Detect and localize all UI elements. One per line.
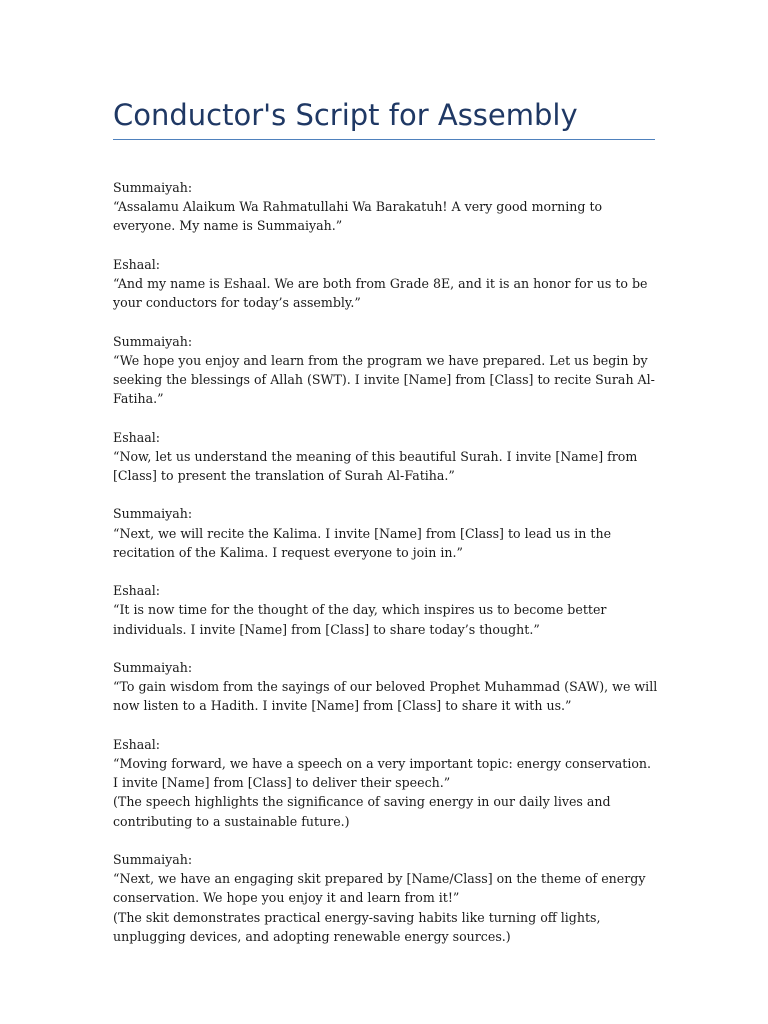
script-entry (113, 504, 658, 562)
script-entry (113, 658, 658, 716)
speaker-line: “Assalamu Alaikum Wa Rahmatullahi Wa Barakatuh! A very good morning to everyone. My name is Summaiyah.” (113, 199, 603, 234)
speaker-line: “To gain wisdom from the sayings of our beloved Prophet Muhammad (SAW), we will now listen to a Hadith. I invite [Name] from [Class] to share it with us.” (113, 679, 658, 714)
speaker-line: “We hope you enjoy and learn from the program we have prepared. Let us begin by seeking the blessings of Allah (SWT). I invite [Name] from [Class] to recite Surah Al-Fatiha.” (113, 352, 655, 407)
stage-note: (The skit demonstrates practical energy-saving habits like turning off lights, unplugging devices, and adopting renewable energy sources.) (113, 909, 601, 944)
script-entry (113, 428, 658, 486)
script-body (113, 178, 658, 965)
speaker-line: “Next, we have an engaging skit prepared by [Name/Class] on the theme of energy conservation. We hope you enjoy it and learn from it!” (113, 871, 646, 906)
script-entry (113, 332, 658, 409)
document-title: Conductor's Script for Assembly (113, 98, 578, 132)
speaker-name: Summaiyah: (113, 506, 193, 522)
speaker-name: Summaiyah: (113, 180, 193, 195)
speaker-line: “Moving forward, we have a speech on a very important topic: energy conservation. I invite [Name] from [Class] to deliver their speech.” (113, 755, 652, 791)
speaker-name: Eshaal: (113, 429, 161, 445)
script-entry (113, 255, 658, 313)
speaker-name: Summaiyah: (113, 659, 193, 675)
speaker-name: Eshaal: (113, 736, 161, 752)
speaker-name: Eshaal: (113, 256, 161, 272)
speaker-name: Eshaal: (113, 583, 161, 599)
script-entry (113, 178, 658, 236)
speaker-name: Summaiyah: (113, 851, 193, 867)
script-entry (113, 850, 658, 946)
script-entry (113, 735, 658, 831)
speaker-line: “Next, we will recite the Kalima. I invite [Name] from [Class] to lead us in the recitation of the Kalima. I request everyone to join in.” (113, 525, 612, 560)
stage-note: (The speech highlights the significance of saving energy in our daily lives and contributing to a sustainable future.) (113, 794, 611, 829)
speaker-line: “And my name is Eshaal. We are both from Grade 8E, and it is an honor for us to be your conductors for today’s assembly.” (113, 276, 648, 311)
speaker-line: “It is now time for the thought of the day, which inspires us to become better individuals. I invite [Name] from [Class] to share today’s thought.” (113, 602, 607, 637)
speaker-name: Summaiyah: (113, 333, 193, 349)
speaker-line: “Now, let us understand the meaning of this beautiful Surah. I invite [Name] from [Class] to present the translation of Surah Al-Fatiha.” (113, 448, 638, 483)
title-underline-rule (113, 139, 655, 140)
script-entry (113, 581, 658, 639)
